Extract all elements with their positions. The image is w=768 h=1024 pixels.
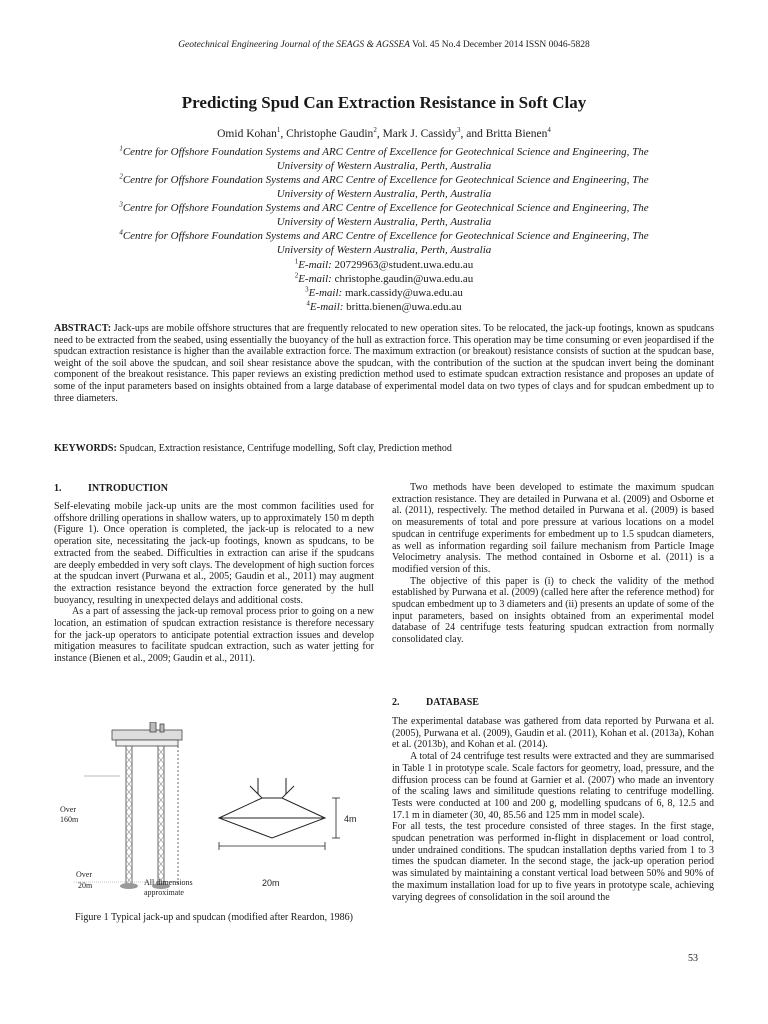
label-over-20: Over <box>76 870 92 879</box>
email-3-address[interactable]: mark.cassidy@uwa.edu.au <box>344 287 463 299</box>
intro-paragraph-2: As a part of assessing the jack-up removal process prior to going on a new location, an estimation of spudcan extraction resistance is therefore necessary for the jack-up operators to anticipate potential extraction issues and develop mitigation measures to facilitate spudcan extraction, such as water jetting for instance (Bienen et al., 2009; Gaudin et al., 2011). <box>54 606 374 665</box>
spudcan-left <box>120 883 138 889</box>
author-2: Christophe Gaudin$^2$, <box>286 126 383 140</box>
keywords-label: KEYWORDS: <box>54 443 117 454</box>
journal-name: Geotechnical Engineering Journal of the SEAGS & AGSSEA <box>178 40 410 50</box>
figure-1-caption: Figure 1 Typical jack-up and spudcan (modified after Reardon, 1986) <box>75 912 353 923</box>
section-database-heading: 2. DATABASE <box>392 697 479 708</box>
affiliation-2: $^2$Centre for Offshore Foundation Systems and ARC Centre of Excellence for Geotechnical Science and Engineering, The University of Western Australia, Perth, Australia <box>119 172 649 200</box>
label-4m: 4m <box>344 814 357 824</box>
author-4: Britta Bienen$^4$ <box>485 126 551 140</box>
author-3: Mark J. Cassidy$^3$, and <box>382 126 486 140</box>
author-list <box>0 128 768 140</box>
keywords-text: Spudcan, Extraction resistance, Centrifuge modelling, Soft clay, Prediction method <box>119 443 452 454</box>
db-paragraph-1: The experimental database was gathered from data reported by Purwana et al. (2005), Purwana et al. (2009), Gaudin et al. (2011), Kohan et al. (2013a), Kohan et al. (2013b), and Kohan et al. (2014). <box>392 716 714 751</box>
db-paragraph-2: A total of 24 centrifuge test results were extracted and they are summarised in Table 1 in prototype scale. Scale factors for geometry, load, pressure, and the diffusion process can be found at Garnier et al. (2007) who made an inventory of the scaling laws and similitude questions relating to centrifuge modelling. Tests were conducted at 100 and 200 g, modelling spudcans of 6, 8, 12.5 and 17.1 m in diameter (30, 40, 85.56 and 125 mm in model scale). <box>392 751 714 821</box>
section-introduction-heading: 1. INTRODUCTION <box>54 483 169 494</box>
paper-title: Predicting Spud Can Extraction Resistance in Soft Clay <box>181 93 587 112</box>
email-2: $^2$E-mail: christophe.gaudin@uwa.edu.au <box>294 271 474 285</box>
intro-paragraph-1: Self-elevating mobile jack-up units are the most common facilities used for offshore drilling operations in shallow waters, up to approximately 150 m depth (Figure 1). Once operation is completed, the jack-up is relocated to a new operation site, necessitating the jack-up footings, known as spudcans, to be extracted from the seabed. Difficulties in extraction can arise if the spudcans are deeply embedded in very soft clays. The development of high suction forces at the spudcan invert (Purwana et al., 2005; Gaudin et al., 2011) may augment the extraction resistance beyond the extraction force generated by the hull buoyancy, resulting in unexpected delays and additional costs. <box>54 501 374 606</box>
label-approximate: approximate <box>144 888 184 897</box>
jackup-rig-drawing <box>112 722 182 884</box>
journal-issue: Vol. 45 No.4 December 2014 ISSN 0046-5828 <box>412 40 590 50</box>
affiliation-1: $^1$Centre for Offshore Foundation Systems and ARC Centre of Excellence for Geotechnical Science and Engineering, The University of Western Australia, Perth, Australia <box>119 144 649 172</box>
affiliation-3: $^3$Centre for Offshore Foundation Systems and ARC Centre of Excellence for Geotechnical Science and Engineering, The University of Western Australia, Perth, Australia <box>119 200 649 228</box>
email-1: $^1$E-mail: 20729963@student.uwa.edu.au <box>294 257 474 271</box>
abstract-label: ABSTRACT: <box>54 323 112 334</box>
introduction-text <box>54 501 374 665</box>
abstract <box>54 323 714 404</box>
db-paragraph-3: For all tests, the test procedure consisted of three stages. In the first stage, spudcan penetration was performed in-flight in displacement or load control, under undrained conditions. The spudcan installation depths varied from 1 to 3 times the spudcan diameter. In the second stage, the jack-up operation period was simulated by maintaining a constant vertical load between 50% and 90% of the maximum installation load for up to five years in prototype scale, achieving varying degrees of consolidation in the soil around the <box>392 821 714 903</box>
spudcan-detail-drawing <box>219 778 325 838</box>
label-over-160: Over <box>60 805 76 814</box>
right-paragraph-1: Two methods have been developed to estimate the maximum spudcan extraction resistance. They are detailed in Purwana et al. (2009) and Osborne et al. (2011), respectively. The method detailed in Purwana et al. (2009) is based on measurements of total and pore pressure at various locations on a model spudcan in centrifuge experiments for embedment up to 1.5 spudcan diameters, as well as information regarding soil failure mechanism from Particle Image Velocimetry analysis. The method contained in Osborne et al. (2011) is a modified version of this. <box>392 482 714 575</box>
database-text <box>392 716 714 903</box>
author-1: Omid Kohan$^1$, <box>217 126 287 140</box>
label-20m-depth: 20m <box>78 881 93 890</box>
label-all-dimensions: All dimensions <box>144 878 193 887</box>
figure-jackup-spudcan <box>54 722 374 902</box>
right-paragraph-2: The objective of this paper is (i) to check the validity of the method established by Purwana et al. (2009) (called here after the reference method) for spudcan embedment up to 3 diameters and (ii) presents an update of some of the input parameters, based on insights obtained from an experimental model database of 24 centrifuge tests featuring spudcan extraction from normally consolidated clay. <box>392 575 714 646</box>
label-20m: 20m <box>262 878 280 888</box>
email-1-address[interactable]: 20729963@student.uwa.edu.au <box>334 259 474 271</box>
methods-text <box>392 482 714 646</box>
label-160m: 160m <box>60 815 79 824</box>
email-2-address[interactable]: christophe.gaudin@uwa.edu.au <box>334 273 474 285</box>
email-4-address[interactable]: britta.bienen@uwa.edu.au <box>346 301 462 313</box>
journal-header <box>0 40 768 50</box>
abstract-text: Jack-ups are mobile offshore structures that are frequently relocated to new operation sites. To be relocated, the jack-up footings, known as spudcans need to be extracted from the seabed, using essentially the buoyancy of the hull as extraction force. This operation may be time consuming or even jeopardised if the spudcan extraction resistance is higher than the available extraction force. The maximum extraction (or breakout) resistance consists of suction at the spudcan base, weight of the soil above the spudcan, and soil shear resistance above the spudcan, with the contribution of the suction at the spudcan invert being the dominant component of the breakout resistance. This paper reviews an existing prediction method used to estimate spudcan extraction resistance and proposes an update of some of the input parameters based on insights obtained from a large database of experimental model data on two types of clays and for spudcan embedment up to three diameters. <box>54 323 715 404</box>
page-number: 53 <box>688 953 698 964</box>
email-3: $^3$E-mail: mark.cassidy@uwa.edu.au <box>305 285 463 299</box>
affiliation-4: $^4$Centre for Offshore Foundation Systems and ARC Centre of Excellence for Geotechnical Science and Engineering, The University of Western Australia, Perth, Australia <box>119 228 649 256</box>
keywords <box>54 443 714 454</box>
email-4: $^4$E-mail: britta.bienen@uwa.edu.au <box>306 299 462 313</box>
